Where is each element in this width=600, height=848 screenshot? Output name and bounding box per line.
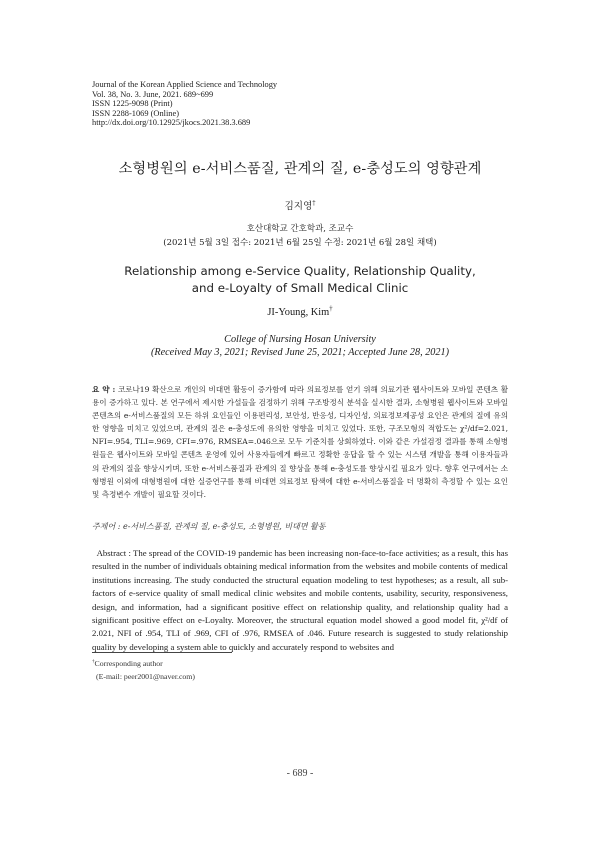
- issn-online: ISSN 2288-1069 (Online): [92, 108, 180, 118]
- abstract-korean-label: 요 약 :: [92, 385, 116, 394]
- footnote-label: Corresponding author: [94, 659, 163, 668]
- journal-name: Journal of the Korean Applied Science and Technology: [92, 80, 278, 89]
- dates-korean: (2021년 5월 3일 접수: 2021년 6월 25일 수정: 2021년 6월 28일 채택): [163, 238, 437, 248]
- title-english: [40, 263, 560, 297]
- corresponding-mark: †: [312, 199, 316, 207]
- affiliation-english: College of Nursing Hosan University: [224, 334, 376, 345]
- abstract-korean-text: 코로나19 확산으로 개인의 비대면 활동이 증가함에 따라 의료정보를 얻기 위해 의료기관 웹사이트와 모바일 콘텐츠 활용이 증가하고 있다. 본 연구에서 제시한 가설들을 검정하기 위해 구조방정식 분석을 실시한 결과, 소형병원 웹사이트와 모바일 콘텐츠의 e-서비스품질의 모든 하위 요인들인 이용편리성, 보안성, 반응성, 디자인성, 의료정보제공성 요인은 관계의 질에 유의한 영향을 미치고 있었으며, 관계의 질은 e-충성도에 유의한 영향을 미치고 있었다. 또한, 구조모형의 적합도는 χ²/df=2.021, NFI=.954, TLI=.969, CFI=.976, RMSEA=.046으로 모두 기준치를 상회하였다. 이와 같은 가설검정 결과를 통해 소형병원들은 웹사이트와 모바일 콘텐츠 운영에 있어 사용자들에게 빠르고 정확한 응답을 할 수 있는 시스템 개발을 통해 이용자들과의 관계의 질을 향상시키며, 또한 e-서비스품질과 관계의 질 향상을 통해 e-충성도를 향상시킬 필요가 있다. 향후 연구에서는 소형병원 이외에 대형병원에 대한 실증연구를 통해 비대면 의료정보 탐색에 대한 e-서비스품질을 더 명확히 측정할 수 있는 요인 및 측정변수 개발이 필요할 것이다.: [92, 385, 508, 499]
- author-korean: [40, 198, 560, 212]
- journal-issue: Vol. 38, No. 3. June, 2021. 689~699: [92, 89, 214, 99]
- footnote-divider: [92, 652, 232, 653]
- title-korean: 소형병원의 e-서비스품질, 관계의 질, e-충성도의 영향관계: [118, 161, 482, 177]
- doi-link[interactable]: http://dx.doi.org/10.12925/jkocs.2021.38.3.689: [92, 118, 251, 128]
- abstract-english: [92, 547, 508, 654]
- keywords-korean: 주제어 : e-서비스품질, 관계의 질, e-충성도, 소형병원, 비대면 활동: [92, 522, 326, 531]
- footnote-email: (E-mail: peer2001@naver.com): [96, 672, 195, 681]
- title-english-line1: Relationship among e-Service Quality, Relationship Quality,: [124, 264, 476, 278]
- footnote-corresponding: [92, 659, 163, 668]
- author-english: [40, 307, 560, 318]
- page-number: - 689 -: [286, 768, 314, 779]
- title-english-line2: and e-Loyalty of Small Medical Clinic: [191, 281, 409, 295]
- dates-english: (Received May 3, 2021; Revised June 25, 2021; Accepted June 28, 2021): [151, 347, 449, 358]
- abstract-english-label: Abstract :: [96, 548, 131, 558]
- issn-print: ISSN 1225-9098 (Print): [92, 99, 173, 109]
- abstract-korean: [92, 383, 508, 501]
- abstract-english-text: The spread of the COVID-19 pandemic has been increasing non-face-to-face activities; as a result, this has resulted in the number of individuals obtaining medical information from the websites and mobile contents of medical institutions increasing. The study conducted the structural equation modeling to test hypotheses; as a result, all sub-factors of e-service quality of small medical clinic websites and mobile contents, usability, security, responsiveness, design, and information, had a significant positive effect on relationship quality, and relationship quality had a significant positive effect on e-Loyalty. Moreover, the structural equation model showed a good model fit, χ²/df of 2.021, NFI of .954, TLI of .969, CFI of .976, RMSEA of .046. Future research is suggested to study relationship quality by developing a system able to quickly and accurately respond to websites and: [92, 548, 509, 652]
- corresponding-mark-en: †: [329, 305, 333, 313]
- footnote-mark: †: [92, 658, 95, 665]
- author-english-name: JI-Young, Kim: [267, 307, 330, 318]
- affiliation-korean: 호산대학교 간호학과, 조교수: [246, 224, 354, 234]
- journal-header: [92, 80, 512, 128]
- author-korean-name: 김지영: [284, 201, 313, 212]
